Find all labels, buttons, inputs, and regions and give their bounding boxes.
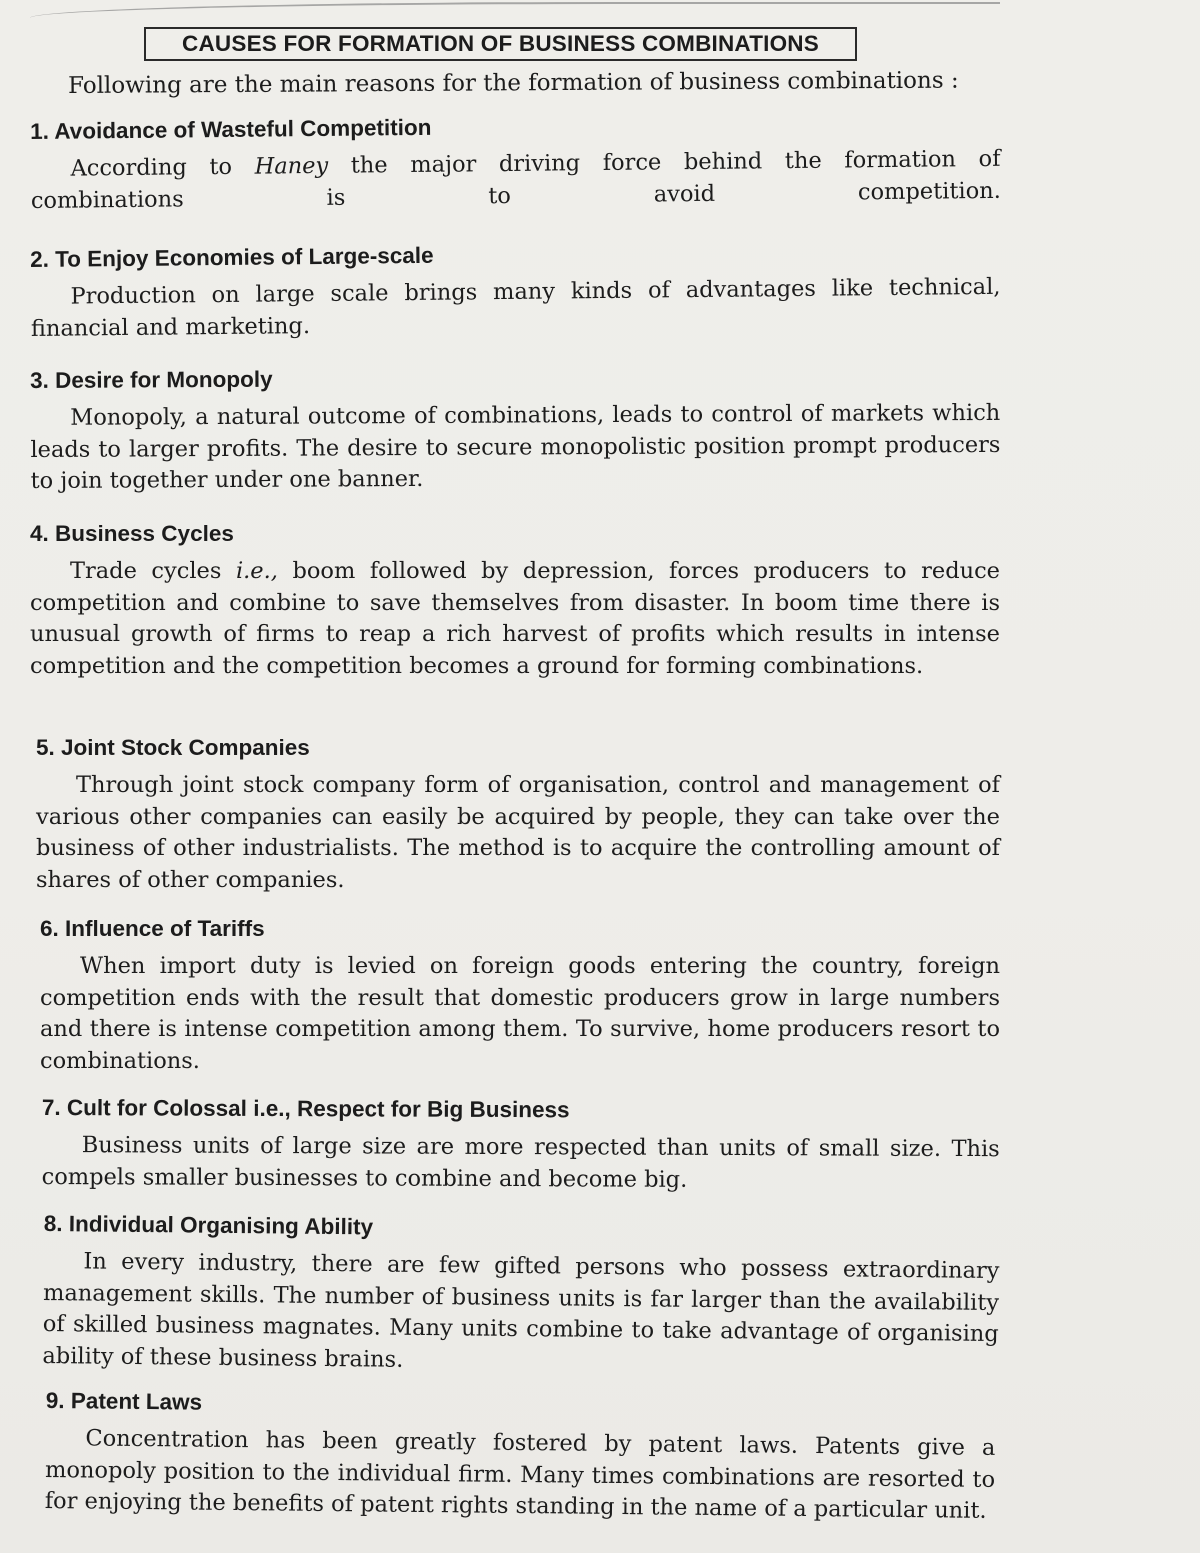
top-rule [30,2,1000,18]
section-heading: 8. Individual Organising Ability [43,1211,374,1240]
section-heading: 3. Desire for Monopoly [30,366,273,393]
page-title: CAUSES FOR FORMATION OF BUSINESS COMBINATIONS [144,27,857,61]
section-6 [40,915,1000,1077]
section-body: Trade cycles i.e., boom followed by depression, forces producers to reduce competition and combine to save themselves from disaster. In boom time there is unusual growth of firms to reap a rich harvest of profits which results in intense competition and the competition becomes a ground for forming combinations. [30,558,1000,679]
section-body: Business units of large size are more respected than units of small size. This compels smaller businesses to combine and become big. [41,1132,1000,1193]
section-body: Concentration has been greatly fostered by patent laws. Patents give a monopoly position to the individual firm. Many times combinations are resorted to for enjoying the benefits of patent rights standing in the name of a particular unit. [44,1425,996,1524]
section-heading: 5. Joint Stock Companies [36,735,310,760]
section-7 [42,1094,1000,1197]
section-heading: 9. Patent Laws [45,1388,203,1415]
section-body: Through joint stock company form of organisation, control and management of various other companies can easily be acquired by people, they can take over the business of other industrialists. The method is to acquire the controlling amount of shares of other companies. [36,772,1000,893]
section-heading: 6. Influence of Tariffs [40,916,265,941]
section-8 [42,1210,1000,1382]
section-1 [30,108,1001,217]
section-heading: 1. Avoidance of Wasteful Competition [30,114,432,144]
section-body: According to Haney the major driving force behind the formation of combinations is to avoid competition. [30,145,1001,214]
section-heading: 4. Business Cycles [30,521,234,546]
section-body: Monopoly, a natural outcome of combinations, leads to control of markets which leads to larger profits. The desire to secure monopolistic position prompt producers to join together under one banner. [30,399,1001,494]
section-body: Production on large scale brings many kinds of advantages like technical, financial and marketing. [30,273,1001,342]
section-2 [30,236,1001,345]
italic-term: i.e., [235,558,278,584]
section-heading: 7. Cult for Colossal i.e., Respect for Big Business [41,1095,570,1123]
section-heading: 2. To Enjoy Economies of Large-scale [30,242,434,272]
section-3 [30,362,1001,498]
intro-paragraph: Following are the main reasons for the formation of business combinations : [68,67,959,99]
section-body: When import duty is levied on foreign goods entering the country, foreign competition ends with the result that domestic producers grow in large numbers and there is intense competition among them. To survive, home producers resort to combinations. [40,953,1000,1074]
italic-term: Haney [254,152,329,180]
section-5 [36,734,1000,896]
section-9 [45,1387,996,1527]
section-4 [30,520,1000,682]
italic-term: i.e., [253,1095,291,1122]
section-body: In every industry, there are few gifted persons who possess extraordinary management skills. The number of business units is far larger than the availability of skilled business magnates. Many units combine to take advantage of organising ability of these business brains. [42,1248,1000,1373]
